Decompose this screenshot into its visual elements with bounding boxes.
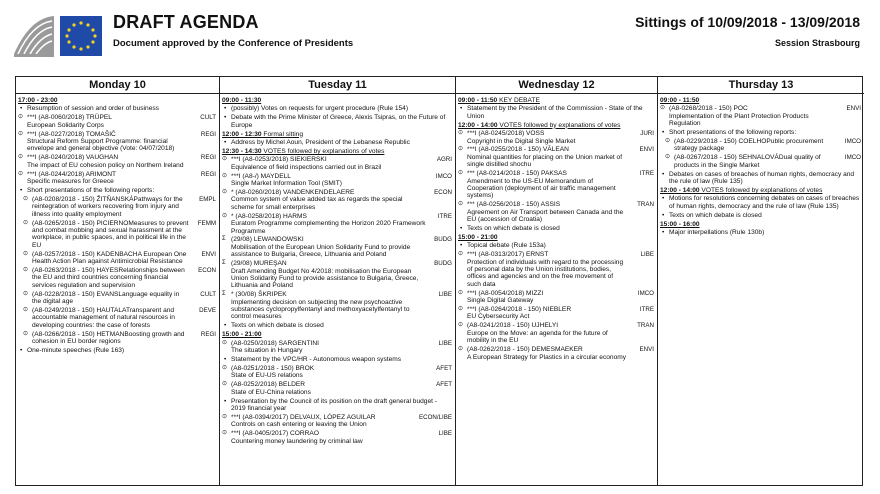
vote-icon: ⊙ xyxy=(222,188,228,195)
agenda-item-title: ***I (A8-0264/2018 - 150) NIEBLER xyxy=(467,306,572,314)
agenda-item-title: (A8-0251/2018 - 150) BROK xyxy=(231,364,315,372)
vote-icon: ⊙ xyxy=(18,114,24,121)
agenda-item-title: * (A8-0260/2018) VANDENKENDELAERE xyxy=(231,188,355,196)
agenda-item xyxy=(660,171,861,186)
agenda-item-title: Debates on cases of breaches of human rights, democracy and the rule of law (Rule 135) xyxy=(669,170,855,186)
time-slot-range: 12:00 - 14:00 xyxy=(458,121,498,129)
bullet-icon: • xyxy=(460,105,463,113)
time-slot-range: 15:00 - 16:00 xyxy=(660,220,700,228)
time-slot xyxy=(458,97,654,104)
agenda-item-subject: Protection of individuals with regard to the processing of personal data by the Union institutions, bodies, offices and agencies and on the free movement of such data xyxy=(467,258,624,288)
committee-code: ITRE xyxy=(639,306,654,314)
agenda-item-title: Texts on which debate is closed xyxy=(669,211,762,219)
agenda-item-title: One-minute speeches (Rule 163) xyxy=(27,347,125,355)
bullet-icon: • xyxy=(224,139,227,147)
agenda-item xyxy=(458,170,654,200)
day-column-monday xyxy=(16,77,219,485)
agenda-item xyxy=(18,105,216,112)
agenda-item-title: ***I (A8-0255/2018 - 150) VĂLEAN xyxy=(467,146,569,154)
bullet-icon: • xyxy=(20,347,23,355)
committee-code: ECON xyxy=(198,267,216,275)
agenda-item-subject: Transparent and accountable management of natural resources in developing countries: the case of forests xyxy=(32,307,175,329)
agenda-item-subject: The impact of EU cohesion policy on Northern Ireland xyxy=(27,161,184,169)
time-slot-range: 12:00 - 14:00 xyxy=(660,186,700,194)
agenda-item-subject: Controls on cash entering or leaving the Union xyxy=(231,421,367,429)
agenda-item xyxy=(660,195,861,210)
vote-icon: ⊙ xyxy=(23,330,29,337)
agenda-item-title: ***I (A8-0253/2018) SIEKIERSKI xyxy=(231,156,327,164)
committee-code: TRAN xyxy=(637,322,654,330)
agenda-item xyxy=(222,114,452,129)
agenda-item-subject: Dual quality of products in the Single Market xyxy=(674,154,821,169)
committee-code: CULT xyxy=(200,290,216,298)
agenda-item-title: ***I (A8-0054/2018) MIZZI xyxy=(467,289,544,297)
day-heading: Monday 10 xyxy=(16,77,219,94)
vote-icon: ⊙ xyxy=(222,212,228,219)
day-items xyxy=(220,94,455,445)
agenda-item xyxy=(18,307,216,329)
time-slot-description: Formal sitting xyxy=(261,130,303,138)
bullet-icon: • xyxy=(662,170,665,178)
agenda-item-title: Short presentations of the following reports: xyxy=(669,129,797,137)
agenda-item-subject: State of EU-China relations xyxy=(231,388,311,396)
agenda-item-title: (A8-0266/2018 - 150) HETMAN xyxy=(32,330,125,338)
agenda-item xyxy=(458,306,654,321)
agenda-item-title: (29/08) MUREŞAN xyxy=(231,260,287,268)
committee-code: ENVI xyxy=(846,105,861,113)
agenda-item-title: Short presentations of the following reports: xyxy=(27,186,155,194)
time-slot xyxy=(222,331,452,338)
agenda-item-title: * (30/08) ŠKRIPEK xyxy=(231,291,287,299)
bullet-icon: • xyxy=(224,114,227,122)
agenda-item xyxy=(222,173,452,188)
agenda-item-subject: Structural Reform Support Programme: financial envelope and general objective (Vote: 04/07/2018) xyxy=(27,138,175,153)
agenda-item-title: (A8-0257/2018 - 150) KADENBACH xyxy=(32,250,138,258)
time-slot xyxy=(660,187,861,194)
agenda-item-title: ***I (A8-0405/2017) CORRAO xyxy=(231,430,319,438)
committee-code: IMCO xyxy=(844,138,861,146)
agenda-item-title: (A8-0208/2018 - 150) ŽITŇANSKÁ xyxy=(32,195,134,203)
agenda-item-subject: Agreement on Air Transport between Canada and the EU (accession of Croatia) xyxy=(467,208,624,224)
agenda-subtitle: Document approved by the Conference of Presidents xyxy=(113,38,354,49)
vote-icon: ⊙ xyxy=(665,154,671,161)
agenda-item-subject: Draft Amending Budget No 4/2018: mobilisation the European Union Solidarity Fund to provide assistance to Bulgaria, Greece, Lithuania and Poland xyxy=(231,267,419,290)
agenda-item-title: Resumption of session and order of business xyxy=(27,105,159,113)
committee-code: ENVI xyxy=(201,250,216,258)
committee-code: REGI xyxy=(200,154,216,162)
agenda-item-subject: EU Cybersecurity Act xyxy=(467,313,530,321)
vote-icon: ⊙ xyxy=(458,346,464,353)
agenda-item-title: (A8-0268/2018 - 150) POC xyxy=(669,105,748,113)
agenda-item xyxy=(18,267,216,289)
agenda-item xyxy=(222,236,452,258)
agenda-item xyxy=(660,138,861,153)
agenda-item xyxy=(660,129,861,136)
vote-icon: ⊙ xyxy=(222,172,228,179)
vote-icon: ⊙ xyxy=(222,413,228,420)
agenda-item xyxy=(222,156,452,171)
committee-code: ECON/LIBE xyxy=(418,413,452,421)
agenda-item xyxy=(458,242,654,249)
agenda-item-subject: Single Digital Gateway xyxy=(467,297,534,305)
bullet-icon: • xyxy=(224,322,227,330)
day-heading: Tuesday 11 xyxy=(220,77,455,94)
time-slot xyxy=(660,221,861,228)
agenda-item xyxy=(458,130,654,145)
time-slot xyxy=(458,122,654,129)
agenda-item-subject: Equivalence of field inspections carried out in Brazil xyxy=(231,163,382,171)
agenda-item-title: ***I (A8-0244/2018) ARIMONT xyxy=(27,170,117,178)
agenda-item-title: ***I (A8-0394/2017) DELVAUX, LÓPEZ AGUILAR xyxy=(231,413,376,421)
agenda-item xyxy=(222,365,452,380)
time-slot xyxy=(222,97,452,104)
agenda-item-title: ***I (A8-0227/2018) TOMAŠIČ xyxy=(27,130,116,138)
committee-code: EMPL xyxy=(199,195,216,203)
agenda-item-subject: Boosting growth and cohesion in EU border regions xyxy=(32,330,185,346)
day-column-thursday xyxy=(657,77,864,485)
agenda-item-title: Major interpellations (Rule 130b) xyxy=(669,229,765,236)
committee-code: ENVI xyxy=(639,346,654,354)
time-slot xyxy=(660,97,861,104)
agenda-item xyxy=(458,346,654,361)
committee-code: IMCO xyxy=(844,154,861,162)
time-slot-range: 15:00 - 21:00 xyxy=(222,331,262,339)
committee-code: FEMM xyxy=(197,219,216,227)
bullet-icon: • xyxy=(662,195,665,203)
vote-icon: ⊙ xyxy=(660,105,666,112)
agenda-item xyxy=(18,220,216,250)
agenda-item xyxy=(660,154,861,169)
bullet-icon: • xyxy=(224,397,227,405)
agenda-item-subject: Public procurement strategy package xyxy=(674,138,824,153)
vote-icon: ⊙ xyxy=(18,130,24,137)
agenda-item-subject: Copyright in the Digital Single Market xyxy=(467,137,576,145)
vote-icon: ⊙ xyxy=(222,364,228,371)
time-slot-range: 12:00 - 12:30 xyxy=(222,130,262,138)
agenda-item xyxy=(18,331,216,346)
agenda-item-title: (A8-0263/2018 - 150) HAYES xyxy=(32,267,119,275)
agenda-item-subject: Amendment to the US-EU Memorandum of Cooperation (deployment of air traffic management systems) xyxy=(467,177,616,200)
vote-icon: ⊙ xyxy=(458,170,464,177)
bullet-icon: • xyxy=(224,356,227,363)
agenda-item xyxy=(458,225,654,232)
committee-code: REGI xyxy=(200,330,216,338)
vote-icon: ⊙ xyxy=(665,138,671,145)
committee-code: JURI xyxy=(640,130,654,138)
agenda-item xyxy=(222,260,452,290)
agenda-item-title: Statement by the President of the Commission - State of the Union xyxy=(467,105,643,120)
agenda-item xyxy=(222,213,452,235)
vote-icon: ⊙ xyxy=(23,195,29,202)
agenda-item-title: (A8-0265/2018 - 150) PICIERNO xyxy=(32,219,129,227)
agenda-item xyxy=(222,105,452,112)
day-items xyxy=(16,94,219,355)
agenda-item-title: Statement by the VPC/HR - Autonomous weapon systems xyxy=(231,356,402,363)
agenda-item-title: Texts on which debate is closed xyxy=(467,225,560,232)
agenda-item xyxy=(458,201,654,223)
bullet-icon: • xyxy=(662,211,665,219)
agenda-item xyxy=(222,340,452,355)
agenda-item-title: ***I (A8-/) MAYDELL xyxy=(231,172,291,180)
agenda-item xyxy=(18,187,216,194)
bullet-icon: • xyxy=(662,129,665,137)
time-slot-description: VOTES followed by explanations of votes xyxy=(261,147,385,155)
day-heading: Wednesday 12 xyxy=(456,77,657,94)
time-slot-description: VOTES followed by explanations of votes xyxy=(497,121,621,129)
agenda-item-title: ***I (A8-0245/2018) VOSS xyxy=(467,130,545,138)
vote-icon: ⊙ xyxy=(458,306,464,313)
agenda-item xyxy=(222,430,452,445)
agenda-item-title: (A8-0229/2018 - 150) COELHO xyxy=(674,138,767,146)
vote-icon: ⊙ xyxy=(458,201,464,208)
day-column-tuesday xyxy=(219,77,455,485)
time-slot-description: VOTES followed by explanations of votes xyxy=(699,186,823,194)
agenda-item-title: (A8-0262/2018 - 150) DEMESMAEKER xyxy=(467,346,583,354)
committee-code: AFET xyxy=(436,364,452,372)
agenda-item-subject: Countering money laundering by criminal law xyxy=(231,437,363,445)
sittings-dates: Sittings of 10/09/2018 - 13/09/2018 xyxy=(635,14,860,30)
agenda-item xyxy=(458,105,654,120)
agenda-item xyxy=(18,291,216,306)
agenda-item-title: (29/08) LEWANDOWSKI xyxy=(231,236,304,244)
committee-code: IMCO xyxy=(637,289,654,297)
bullet-icon: • xyxy=(460,242,463,250)
time-slot xyxy=(18,97,216,104)
agenda-item xyxy=(458,290,654,305)
committee-code: BUDG xyxy=(434,260,452,268)
agenda-item-subject: Common system of value added tax as regards the special scheme for small enterprises xyxy=(231,196,403,211)
vote-icon: ⊙ xyxy=(23,307,29,314)
committee-code: IMCO xyxy=(435,172,452,180)
committee-code: ITRE xyxy=(437,212,452,220)
agenda-item xyxy=(222,381,452,396)
agenda-item xyxy=(660,229,861,236)
agenda-item xyxy=(18,131,216,153)
day-heading: Thursday 13 xyxy=(658,77,864,94)
agenda-item xyxy=(222,139,452,146)
agenda-item xyxy=(660,105,861,127)
vote-icon: ⊙ xyxy=(23,290,29,297)
agenda-item-title: (A8-0250/2018) SARGENTINI xyxy=(231,339,319,347)
time-slot-range: 09:00 - 11:30 xyxy=(222,97,262,104)
committee-code: REGI xyxy=(200,130,216,138)
committee-code: ENVI xyxy=(639,146,654,154)
agenda-item xyxy=(458,322,654,344)
agenda-item-title: (A8-0252/2018) BELDER xyxy=(231,381,306,389)
agenda-table xyxy=(15,76,863,486)
agenda-item-title: (A8-0249/2018 - 150) HAUTALA xyxy=(32,307,126,315)
agenda-item-subject: A European One Health Action Plan against Antimicrobial Resistance xyxy=(32,250,187,266)
agenda-item xyxy=(222,356,452,363)
vote-icon: ⊙ xyxy=(18,170,24,177)
agenda-item-subject: Language equality in the digital age xyxy=(32,290,180,306)
bullet-icon: • xyxy=(224,105,227,113)
agenda-item-subject: Single Market Information Tool (SMIT) xyxy=(231,180,342,188)
agenda-item-subject: Specific measures for Greece xyxy=(27,178,114,186)
time-slot-range: 17:00 - 23:00 xyxy=(18,97,58,104)
agenda-item-title: Presentation by the Council of its position on the draft general budget - 2019 financial year xyxy=(231,397,437,412)
european-parliament-logo xyxy=(8,10,106,62)
day-items xyxy=(456,94,657,361)
agenda-item-title: (A8-0267/2018 - 150) SEHNALOVÁ xyxy=(674,154,779,162)
agenda-item-title: Topical debate (Rule 153a) xyxy=(467,242,546,250)
agenda-item-subject: Implementing decision on subjecting the new psychoactive substances cyclopropylfentanyl and methoxyacetylfentanyl to control measures xyxy=(231,298,410,321)
committee-code: REGI xyxy=(200,170,216,178)
agenda-item-title: *** (A8-0256/2018 - 150) ASSIS xyxy=(467,201,561,209)
budget-icon: Σ xyxy=(222,236,226,243)
committee-code: BUDG xyxy=(434,236,452,244)
agenda-item-title: Texts on which debate is closed xyxy=(231,322,324,330)
agenda-item xyxy=(222,414,452,429)
committee-code: AGRI xyxy=(436,156,452,164)
bullet-icon: • xyxy=(662,229,665,236)
agenda-item xyxy=(18,171,216,186)
agenda-title: DRAFT AGENDA xyxy=(113,12,259,32)
agenda-item xyxy=(222,291,452,321)
committee-code: LIBE xyxy=(640,251,654,259)
day-column-wednesday xyxy=(455,77,657,485)
time-slot xyxy=(222,148,452,155)
agenda-item xyxy=(18,154,216,169)
agenda-item xyxy=(18,347,216,354)
vote-icon: ⊙ xyxy=(23,250,29,257)
agenda-item-subject: Implementation of the Plant Protection Products Regulation xyxy=(669,112,809,128)
vote-icon: ⊙ xyxy=(23,267,29,274)
agenda-item-title: (A8-0241/2018 - 150) UJHELYI xyxy=(467,322,559,330)
agenda-item-subject: A European Strategy for Plastics in a circular economy xyxy=(467,353,627,361)
vote-icon: ⊙ xyxy=(458,130,464,137)
agenda-item xyxy=(222,398,452,413)
bullet-icon: • xyxy=(20,186,23,194)
committee-code: AFET xyxy=(436,381,452,389)
agenda-item-subject: Pathways for the reintegration of workers recovering from injury and illness into quality employment xyxy=(32,195,183,218)
agenda-item-subject: Mobilisation of the European Union Solidarity Fund to provide assistance to Bulgaria, Greece, Lithuania and Poland xyxy=(231,243,411,259)
agenda-item-subject: Euratom Programme complementing the Horizon 2020 Framework Programme xyxy=(231,220,426,235)
committee-code: LIBE xyxy=(438,430,452,438)
time-slot-range: 09:00 - 11:50 xyxy=(660,97,700,104)
bullet-icon: • xyxy=(20,105,23,113)
time-slot-range: 09:00 - 11:50 xyxy=(458,97,498,104)
agenda-header xyxy=(0,0,880,76)
agenda-item-subject: Europe on the Move: an agenda for the future of mobility in the EU xyxy=(467,329,608,345)
session-location: Session Strasbourg xyxy=(774,38,860,48)
vote-icon: ⊙ xyxy=(458,146,464,153)
committee-code: ECON xyxy=(434,188,452,196)
budget-icon: Σ xyxy=(222,260,226,267)
committee-code: ITRE xyxy=(639,170,654,178)
vote-icon: ⊙ xyxy=(23,219,29,226)
agenda-item xyxy=(458,146,654,168)
agenda-item-subject: Nominal quantities for placing on the Union market of single distilled shochu xyxy=(467,153,623,169)
committee-code: CULT xyxy=(200,114,216,122)
agenda-item xyxy=(18,196,216,218)
vote-icon: ⊙ xyxy=(18,154,24,161)
day-items xyxy=(658,94,864,236)
committee-code: DEVE xyxy=(199,307,216,315)
vote-icon: ⊙ xyxy=(458,322,464,329)
vote-icon: ⊙ xyxy=(222,156,228,163)
vote-icon: ⊙ xyxy=(458,251,464,258)
agenda-item xyxy=(18,114,216,129)
agenda-item-subject: Measures to prevent and combat mobbing and sexual harassment at the workplace, in public spaces, and in political life in the EU xyxy=(32,219,189,249)
agenda-item-title: ***I (A8-0240/2018) VAUGHAN xyxy=(27,154,119,162)
agenda-item-title: Debate with the Prime Minister of Greece, Alexis Tsipras, on the Future of Europe xyxy=(231,114,446,129)
bullet-icon: • xyxy=(460,225,463,232)
vote-icon: ⊙ xyxy=(222,339,228,346)
agenda-item-title: ***I (A8-0060/2018) TRÜPEL xyxy=(27,114,112,122)
agenda-item-title: (possibly) Votes on requests for urgent procedure (Rule 154) xyxy=(231,105,409,113)
agenda-item xyxy=(660,212,861,219)
committee-code: LIBE xyxy=(438,339,452,347)
time-slot xyxy=(458,234,654,241)
agenda-item-title: ***I (A8-0313/2017) ERNST xyxy=(467,251,549,259)
agenda-item-title: Address by Michel Aoun, President of the Lebanese Republic xyxy=(231,139,410,147)
committee-code: TRAN xyxy=(637,201,654,209)
time-slot-description: KEY DEBATE xyxy=(497,97,540,104)
agenda-item xyxy=(18,251,216,266)
agenda-item-title: *** (A8-0214/2018 - 150) PAKSAS xyxy=(467,170,567,178)
agenda-item-title: (A8-0228/2018 - 150) EVANS xyxy=(32,290,119,298)
vote-icon: ⊙ xyxy=(222,381,228,388)
agenda-item xyxy=(222,189,452,211)
agenda-item xyxy=(222,322,452,329)
time-slot-range: 12:30 - 14:30 xyxy=(222,147,262,155)
agenda-item-title: * (A8-0258/2018) HARMS xyxy=(231,212,307,220)
agenda-item-subject: Relationships between the EU and third countries concerning financial services regulation and supervision xyxy=(32,267,185,289)
time-slot-range: 15:00 - 21:00 xyxy=(458,233,498,241)
agenda-item-subject: European Solidarity Corps xyxy=(27,121,104,129)
vote-icon: ⊙ xyxy=(222,430,228,437)
agenda-item-subject: State of EU-US relations xyxy=(231,372,303,380)
agenda-item-subject: The situation in Hungary xyxy=(231,347,303,355)
agenda-item xyxy=(458,251,654,288)
vote-icon: ⊙ xyxy=(458,289,464,296)
agenda-item-title: Motions for resolutions concerning debates on cases of breaches of human rights, democracy and the rule of law (Rule 135) xyxy=(669,195,860,210)
time-slot xyxy=(222,131,452,138)
budget-icon: Σ xyxy=(222,291,226,298)
committee-code: LIBE xyxy=(438,291,452,299)
